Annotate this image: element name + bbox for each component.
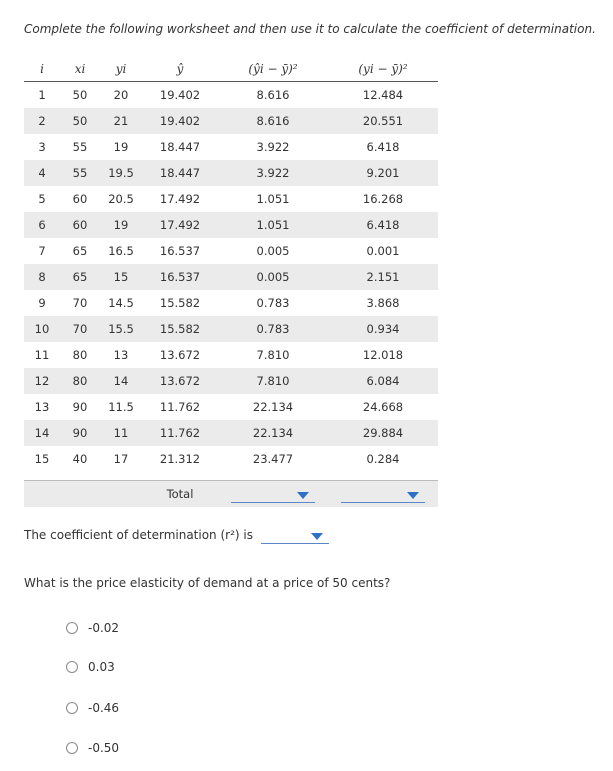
cell-i: 2	[24, 108, 60, 134]
cell-sst: 20.551	[328, 108, 438, 134]
cell-sst: 16.268	[362, 192, 404, 206]
cell-i: 5	[38, 192, 46, 206]
option-label: -0.50	[88, 741, 120, 755]
cell-i: 14	[24, 420, 60, 446]
cell-y: 15.5	[100, 316, 142, 342]
cell-yhat: 13.672	[142, 368, 218, 394]
cell-x: 70	[72, 296, 88, 310]
cell-sst: 0.934	[328, 316, 438, 342]
cell-yhat: 18.447	[159, 140, 201, 154]
cell-ssr: 0.005	[218, 264, 328, 290]
cell-i: 8	[24, 264, 60, 290]
cell-i: 7	[38, 244, 46, 258]
table-row	[24, 160, 438, 186]
cell-x: 50	[72, 88, 88, 102]
cell-ssr: 8.616	[218, 108, 328, 134]
cell-y: 19	[113, 140, 129, 154]
option-label: -0.02	[88, 621, 120, 635]
cell-x: 60	[72, 192, 88, 206]
chevron-down-icon	[407, 492, 419, 499]
cell-y: 20	[113, 88, 129, 102]
cell-x: 80	[72, 348, 88, 362]
total-row	[24, 481, 438, 508]
cell-ssr: 7.810	[256, 348, 290, 362]
table-row	[24, 212, 438, 238]
radio-button[interactable]	[66, 702, 78, 714]
table-row	[24, 420, 438, 446]
cell-x: 65	[60, 264, 100, 290]
option-label: 0.03	[88, 660, 115, 674]
table-row	[24, 446, 438, 472]
cell-sst: 9.201	[328, 160, 438, 186]
cell-x: 80	[60, 368, 100, 394]
cell-y: 19	[100, 212, 142, 238]
cell-y: 20.5	[108, 192, 134, 206]
cell-i: 4	[24, 160, 60, 186]
cell-y: 19.5	[100, 160, 142, 186]
cell-sst: 3.868	[366, 296, 400, 310]
cell-y: 14	[100, 368, 142, 394]
cell-yhat: 18.447	[142, 160, 218, 186]
cell-ssr: 23.477	[252, 452, 294, 466]
cell-y: 11.5	[108, 400, 134, 414]
cell-ssr: 3.922	[218, 160, 328, 186]
cell-yhat: 17.492	[159, 192, 201, 206]
table-row	[24, 316, 438, 342]
cell-yhat: 15.582	[159, 296, 201, 310]
elasticity-question: What is the price elasticity of demand at a price of 50 cents?	[24, 576, 391, 590]
cell-x: 70	[60, 316, 100, 342]
header-sst: (yi − ȳ)²	[328, 57, 438, 82]
table-row	[24, 290, 438, 316]
header-i: i	[24, 57, 60, 82]
table-row	[24, 238, 438, 264]
worksheet-table	[24, 57, 438, 507]
cell-i: 6	[24, 212, 60, 238]
cell-y: 13	[113, 348, 129, 362]
radio-button[interactable]	[66, 661, 78, 673]
cell-y: 14.5	[108, 296, 134, 310]
cell-sst: 0.001	[366, 244, 400, 258]
cell-sst: 29.884	[328, 420, 438, 446]
radio-button[interactable]	[66, 622, 78, 634]
total-label: Total	[142, 481, 218, 508]
header-yi: yi	[100, 57, 142, 82]
cell-y: 21	[100, 108, 142, 134]
cell-sst: 0.284	[366, 452, 400, 466]
header-row	[24, 57, 438, 82]
instruction-text: Complete the following worksheet and then use it to calculate the coefficient of determination.	[24, 22, 596, 36]
cell-ssr: 0.783	[256, 296, 290, 310]
cell-i: 3	[38, 140, 46, 154]
cell-sst: 12.484	[362, 88, 404, 102]
option-4[interactable]	[66, 741, 119, 755]
cell-x: 65	[72, 244, 88, 258]
table-row	[24, 82, 438, 109]
cell-y: 17	[113, 452, 129, 466]
radio-button[interactable]	[66, 742, 78, 754]
cell-ssr: 1.051	[256, 192, 290, 206]
cell-x: 50	[60, 108, 100, 134]
cell-i: 10	[24, 316, 60, 342]
cell-x: 55	[60, 160, 100, 186]
header-xi: xi	[60, 57, 100, 82]
cell-ssr: 1.051	[218, 212, 328, 238]
cell-y: 11	[100, 420, 142, 446]
coefficient-question	[24, 527, 329, 544]
chevron-down-icon	[297, 492, 309, 499]
cell-yhat: 11.762	[159, 400, 201, 414]
total-ssr-dropdown[interactable]	[231, 486, 315, 503]
table-row	[24, 264, 438, 290]
chevron-down-icon	[311, 533, 323, 540]
coefficient-label: The coefficient of determination (r²) is	[24, 528, 253, 542]
option-label: -0.46	[88, 701, 120, 715]
cell-yhat: 17.492	[142, 212, 218, 238]
table-row	[24, 368, 438, 394]
cell-x: 55	[72, 140, 88, 154]
cell-x: 60	[60, 212, 100, 238]
coefficient-dropdown[interactable]	[261, 527, 329, 544]
cell-i: 11	[34, 348, 50, 362]
cell-x: 40	[72, 452, 88, 466]
cell-yhat: 15.582	[142, 316, 218, 342]
table-row	[24, 134, 438, 160]
cell-ssr: 22.134	[218, 420, 328, 446]
cell-yhat: 19.402	[159, 88, 201, 102]
cell-yhat: 19.402	[142, 108, 218, 134]
cell-yhat: 13.672	[159, 348, 201, 362]
cell-i: 1	[38, 88, 46, 102]
cell-i: 15	[34, 452, 50, 466]
cell-x: 90	[72, 400, 88, 414]
option-2[interactable]	[66, 660, 115, 674]
table-row	[24, 108, 438, 134]
cell-x: 90	[60, 420, 100, 446]
cell-sst: 2.151	[328, 264, 438, 290]
cell-ssr: 7.810	[218, 368, 328, 394]
table-row	[24, 186, 438, 212]
cell-yhat: 11.762	[142, 420, 218, 446]
cell-ssr: 0.783	[218, 316, 328, 342]
cell-sst: 12.018	[362, 348, 404, 362]
option-1[interactable]	[66, 621, 119, 635]
cell-ssr: 0.005	[256, 244, 290, 258]
cell-sst: 6.084	[328, 368, 438, 394]
cell-i: 12	[24, 368, 60, 394]
option-3[interactable]	[66, 701, 119, 715]
header-ssr: (ŷi − ȳ)²	[218, 57, 328, 82]
cell-yhat: 16.537	[142, 264, 218, 290]
cell-ssr: 8.616	[256, 88, 290, 102]
cell-sst: 6.418	[328, 212, 438, 238]
cell-i: 13	[34, 400, 50, 414]
cell-yhat: 21.312	[159, 452, 201, 466]
cell-yhat: 16.537	[159, 244, 201, 258]
cell-i: 9	[38, 296, 46, 310]
table-row	[24, 342, 438, 368]
total-sst-dropdown[interactable]	[341, 486, 425, 503]
cell-y: 16.5	[108, 244, 134, 258]
header-yhat: ŷ	[142, 57, 218, 82]
cell-ssr: 3.922	[256, 140, 290, 154]
table-row	[24, 394, 438, 420]
cell-sst: 6.418	[366, 140, 400, 154]
cell-y: 15	[100, 264, 142, 290]
cell-sst: 24.668	[362, 400, 404, 414]
cell-ssr: 22.134	[252, 400, 294, 414]
